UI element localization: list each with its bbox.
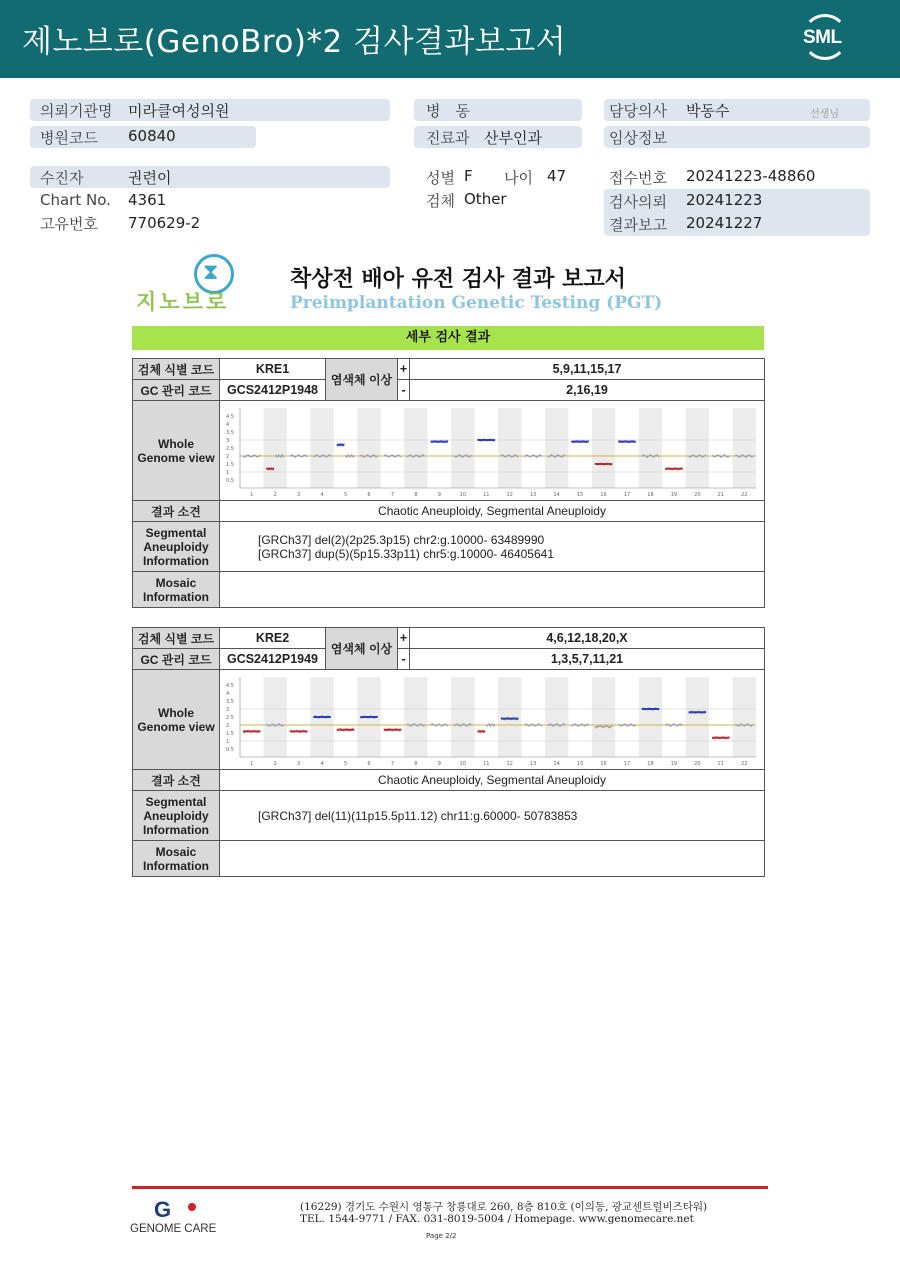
chromosome-band: [545, 408, 568, 488]
segmental-label: Segmental Aneuploidy Information: [133, 791, 220, 841]
sample-code-value: KRE2: [220, 628, 326, 649]
y-tick-label: 3.5: [226, 698, 234, 705]
x-tick-label: 14: [553, 491, 560, 498]
result-comment-label: 결과 소견: [133, 501, 220, 522]
footer-divider: [132, 1186, 768, 1189]
footer-address: (16229) 경기도 수원시 영통구 창룡대로 260, 8층 810호 (이의동, 광교센트럴비즈타워): [300, 1201, 708, 1213]
segmental-line: [GRCh37] del(11)(11p15.5p11.12) chr11:g.60000- 50783853: [258, 808, 578, 823]
x-tick-label: 9: [437, 760, 441, 767]
x-tick-label: 5: [343, 760, 348, 767]
whole-genome-plot: [224, 673, 758, 767]
segmental-label: Segmental Aneuploidy Information: [133, 522, 220, 572]
sample-code-value: KRE1: [220, 359, 326, 380]
whole-genome-label: Whole Genome view: [133, 670, 220, 770]
x-tick-label: 12: [506, 760, 513, 767]
genobro-logo: [134, 252, 246, 314]
gc-code-value: GCS2412P1948: [220, 380, 326, 401]
segmental-line: [GRCh37] dup(5)(5p15.33p11) chr5:g.10000- 46405641: [258, 546, 554, 561]
x-tick-label: 13: [529, 491, 537, 498]
x-tick-label: 1: [250, 760, 254, 767]
whole-genome-cell: [220, 401, 765, 501]
genome-care-mark: G: [154, 1197, 172, 1222]
gain-sign: +: [398, 359, 410, 380]
chromosome-band: [263, 408, 286, 488]
x-tick-label: 18: [647, 760, 654, 767]
chromosome-band: [639, 677, 662, 757]
report-subtitle: Preimplantation Genetic Testing (PGT): [290, 293, 663, 313]
chromosome-band: [263, 677, 286, 757]
x-tick-label: 22: [741, 491, 748, 498]
ward-label: 병 동: [426, 102, 470, 120]
chromosome-band: [357, 408, 380, 488]
hospital-code-label: 병원코드: [40, 129, 98, 147]
x-tick-label: 4: [320, 760, 324, 767]
hourglass-icon: ⧗: [203, 260, 219, 285]
patient-value: 권련이: [128, 169, 172, 187]
y-tick-label: 1.5: [226, 730, 234, 737]
gain-sign: +: [398, 628, 410, 649]
mosaic-value: [220, 841, 765, 877]
y-tick-label: 0.5: [226, 746, 234, 753]
x-tick-label: 7: [390, 760, 395, 767]
x-tick-label: 20: [694, 760, 701, 767]
y-tick-label: 1.5: [226, 461, 234, 468]
x-tick-label: 15: [576, 760, 584, 767]
chromosome-band: [639, 408, 662, 488]
document-title: 제노브로(GenoBro)*2 검사결과보고서: [22, 24, 567, 60]
request-date-label: 검사의뢰: [609, 193, 667, 211]
result-table-2: [132, 627, 765, 877]
institution-value: 미라클여성의원: [128, 102, 230, 120]
patient-label: 수진자: [40, 169, 84, 187]
whole-genome-plot: [224, 404, 758, 498]
result-table-1: [132, 358, 765, 608]
chromosome-band: [451, 408, 474, 488]
x-tick-label: 5: [343, 491, 348, 498]
segmental-info: [220, 522, 765, 572]
y-tick-label: 4: [226, 421, 230, 428]
genome-care-logo: [130, 1197, 226, 1237]
gc-code-value: GCS2412P1949: [220, 649, 326, 670]
chromosome-band: [404, 677, 427, 757]
x-tick-label: 8: [414, 491, 418, 498]
x-tick-label: 9: [437, 491, 441, 498]
x-tick-label: 3: [297, 491, 301, 498]
x-tick-label: 7: [390, 491, 395, 498]
y-tick-label: 4.5: [226, 682, 234, 689]
x-tick-label: 6: [367, 760, 371, 767]
report-title: 착상전 배아 유전 검사 결과 보고서: [290, 267, 626, 292]
gc-code-label: GC 관리 코드: [133, 380, 220, 401]
segmental-line: [GRCh37] del(2)(2p25.3p15) chr2:g.10000- 63489990: [258, 532, 545, 547]
y-tick-label: 3: [226, 437, 230, 444]
chromosome-band: [592, 408, 615, 488]
unique-id-value: 770629-2: [128, 214, 201, 232]
y-tick-label: 4: [226, 690, 230, 697]
x-tick-label: 14: [553, 760, 560, 767]
x-tick-label: 21: [717, 491, 725, 498]
receipt-no-value: 20241223-48860: [686, 167, 816, 185]
result-comment-value: Chaotic Aneuploidy, Segmental Aneuploidy: [220, 770, 765, 791]
section-title: 세부 검사 결과: [132, 326, 764, 350]
chromosome-band: [733, 677, 756, 757]
clinical-info-label: 임상정보: [609, 129, 667, 147]
x-tick-label: 6: [367, 491, 371, 498]
age-value: 47: [547, 167, 567, 185]
x-tick-label: 17: [623, 760, 631, 767]
request-date-value: 20241223: [686, 191, 763, 209]
x-tick-label: 10: [459, 760, 467, 767]
y-tick-label: 2: [226, 722, 230, 729]
chromosome-band: [733, 408, 756, 488]
unique-id-label: 고유번호: [40, 215, 98, 233]
chrom-abnormality-label: 염색체 이상: [326, 628, 398, 670]
department-label: 진료과: [426, 129, 470, 147]
specimen-label: 검체: [426, 192, 455, 210]
x-tick-label: 16: [600, 760, 607, 767]
doctor-suffix: 선생님: [810, 109, 839, 120]
segmental-info: [220, 791, 765, 841]
chromosome-band: [451, 677, 474, 757]
x-tick-label: 1: [250, 491, 254, 498]
mosaic-value: [220, 572, 765, 608]
doctor-label: 담당의사: [609, 102, 667, 120]
y-tick-label: 3.5: [226, 429, 234, 436]
result-comment-value: Chaotic Aneuploidy, Segmental Aneuploidy: [220, 501, 765, 522]
y-tick-label: 1: [226, 738, 230, 745]
page-number: Page 2/2: [426, 1232, 457, 1240]
chromosome-band: [498, 408, 521, 488]
age-label: 나이: [504, 169, 533, 187]
whole-genome-label: Whole Genome view: [133, 401, 220, 501]
x-tick-label: 17: [623, 491, 631, 498]
loss-sign: -: [398, 649, 410, 670]
x-tick-label: 12: [506, 491, 513, 498]
footer-contact: TEL. 1544-9771 / FAX. 031-8019-5004 / Homepage. www.genomecare.net: [300, 1213, 694, 1225]
sex-value: F: [464, 167, 473, 185]
genobro-logo-word: 지노브로: [136, 290, 230, 314]
x-tick-label: 8: [414, 760, 418, 767]
sml-logo-text: SML: [803, 27, 842, 48]
x-tick-label: 16: [600, 491, 607, 498]
x-tick-label: 15: [576, 491, 584, 498]
loss-sign: -: [398, 380, 410, 401]
patient-bar: [30, 166, 390, 188]
report-date-value: 20241227: [686, 214, 763, 232]
y-tick-label: 2.5: [226, 445, 234, 452]
y-tick-label: 2: [226, 453, 230, 460]
mosaic-label: Mosaic Information: [133, 841, 220, 877]
sample-code-label: 검체 식별 코드: [133, 359, 220, 380]
x-tick-label: 21: [717, 760, 725, 767]
report-date-label: 결과보고: [609, 216, 667, 234]
x-tick-label: 13: [529, 760, 537, 767]
genome-care-word: GENOME CARE: [130, 1223, 217, 1235]
sex-label: 성별: [426, 169, 455, 187]
result-comment-label: 결과 소견: [133, 770, 220, 791]
x-tick-label: 11: [483, 491, 490, 498]
chrom-abnormality-label: 염색체 이상: [326, 359, 398, 401]
x-tick-label: 10: [459, 491, 467, 498]
gain-chromosomes: 5,9,11,15,17: [410, 359, 765, 380]
chromosome-band: [310, 408, 333, 488]
x-tick-label: 3: [297, 760, 301, 767]
x-tick-label: 4: [320, 491, 324, 498]
chart-no-label: Chart No.: [40, 191, 111, 209]
chart-no-value: 4361: [128, 191, 167, 209]
y-tick-label: 0.5: [226, 477, 234, 484]
genome-care-dot: [188, 1203, 196, 1211]
loss-chromosomes: 1,3,5,7,11,21: [410, 649, 765, 670]
chromosome-band: [592, 677, 615, 757]
loss-chromosomes: 2,16,19: [410, 380, 765, 401]
sml-logo: [800, 14, 850, 62]
chromosome-band: [545, 677, 568, 757]
x-tick-label: 19: [670, 760, 678, 767]
receipt-no-label: 접수번호: [609, 169, 667, 187]
chromosome-band: [686, 677, 709, 757]
x-tick-label: 20: [694, 491, 701, 498]
gain-chromosomes: 4,6,12,18,20,X: [410, 628, 765, 649]
chromosome-band: [404, 408, 427, 488]
x-tick-label: 11: [483, 760, 490, 767]
department-value: 산부인과: [484, 129, 542, 147]
hospital-code-value: 60840: [128, 127, 176, 145]
x-tick-label: 22: [741, 760, 748, 767]
x-tick-label: 2: [273, 760, 277, 767]
whole-genome-cell: [220, 670, 765, 770]
gc-code-label: GC 관리 코드: [133, 649, 220, 670]
chromosome-band: [686, 408, 709, 488]
x-tick-label: 18: [647, 491, 654, 498]
report-header: [0, 0, 900, 78]
doctor-value: 박동수: [686, 102, 730, 120]
mosaic-label: Mosaic Information: [133, 572, 220, 608]
sample-code-label: 검체 식별 코드: [133, 628, 220, 649]
institution-label: 의뢰기관명: [40, 102, 113, 120]
x-tick-label: 2: [273, 491, 277, 498]
y-tick-label: 3: [226, 706, 230, 713]
x-tick-label: 19: [670, 491, 678, 498]
y-tick-label: 2.5: [226, 714, 234, 721]
y-tick-label: 4.5: [226, 413, 234, 420]
y-tick-label: 1: [226, 469, 230, 476]
specimen-value: Other: [464, 190, 507, 208]
